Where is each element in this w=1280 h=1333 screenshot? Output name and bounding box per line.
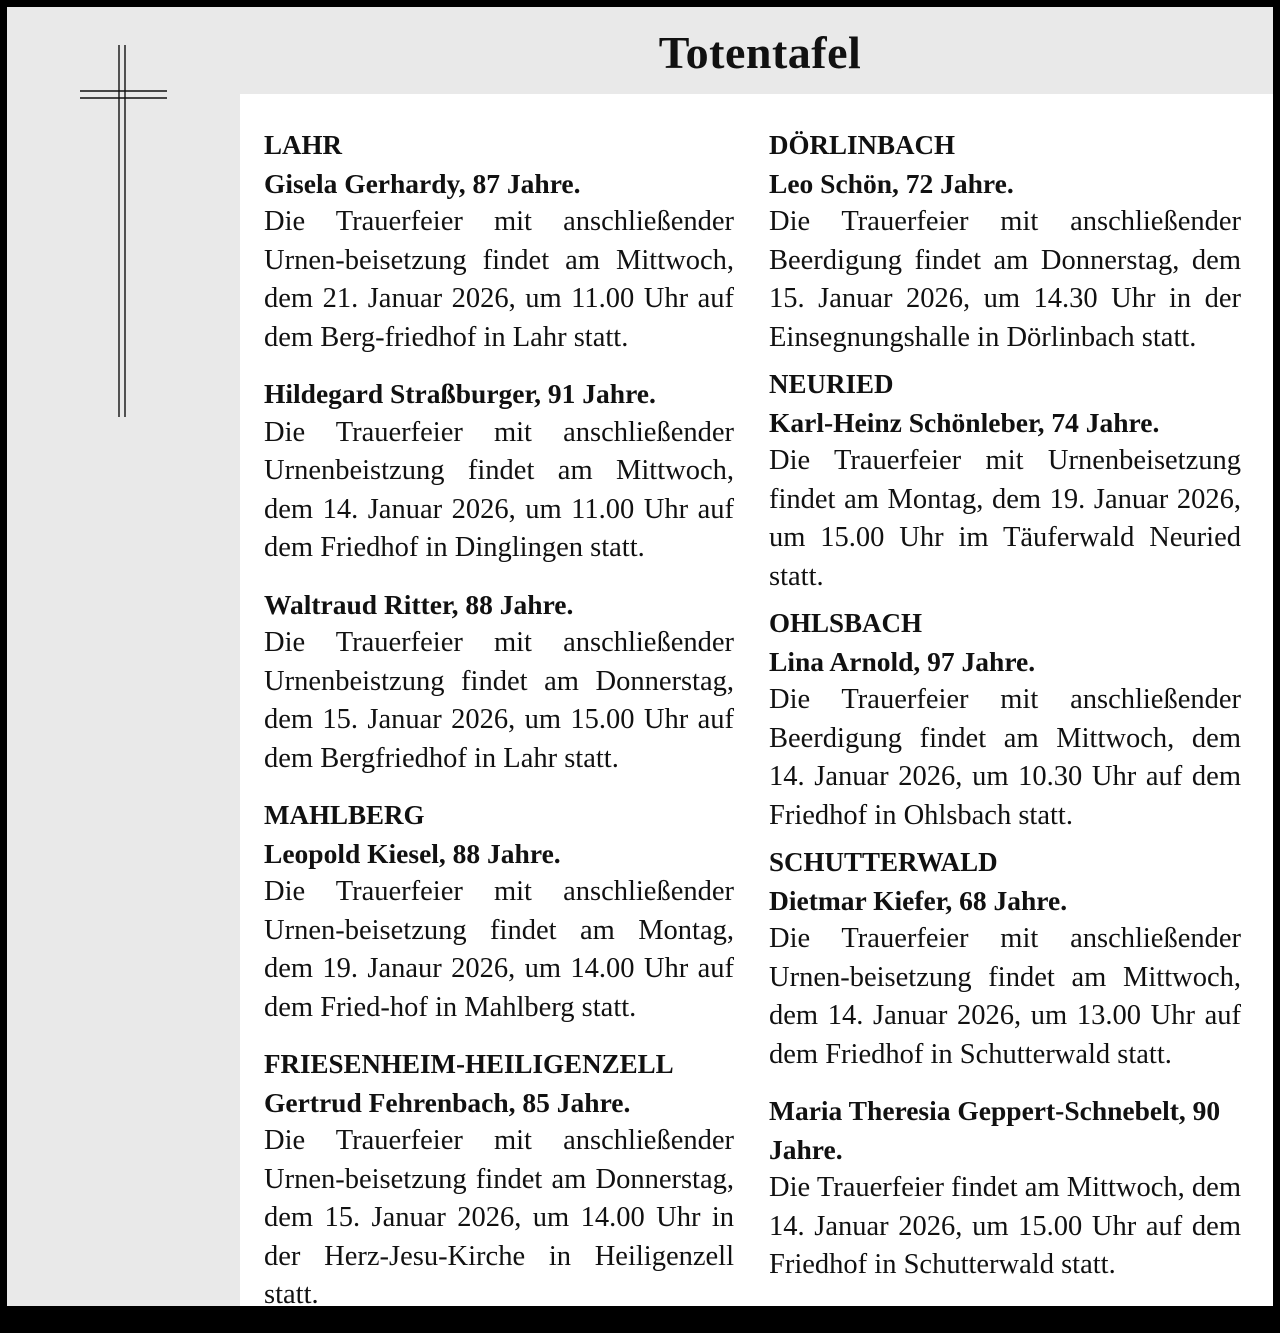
deceased-name: Lina Arnold, 97 Jahre.: [769, 645, 1036, 677]
deceased-name: Maria Theresia Geppert-Schnebelt, 90 Jahre.: [769, 1095, 1221, 1165]
obituary-entry: [264, 375, 734, 568]
obituary-entry: [264, 1084, 734, 1315]
obituary-entry: [264, 835, 734, 1028]
deceased-name: Karl-Heinz Schönleber, 74 Jahre.: [769, 406, 1160, 438]
deceased-name: Leopold Kiesel, 88 Jahre.: [264, 837, 561, 869]
right-column: [769, 126, 1241, 1303]
obituary-entry: [264, 165, 734, 358]
funeral-notice: Die Trauerfeier mit anschließender Beerdigung findet am Mittwoch, dem 14. Januar 2026, um 10.30 Uhr auf dem Friedhof in Ohlsbach statt.: [769, 684, 1241, 831]
obituary-entry: [264, 586, 734, 779]
deceased-name: Waltraud Ritter, 88 Jahre.: [264, 588, 574, 620]
obituary-entry: [769, 1092, 1241, 1285]
funeral-notice: Die Trauerfeier mit anschließender Urnenbeistzung findet am Mittwoch, dem 14. Januar 2026, um 11.00 Uhr auf dem Friedhof in Dinglingen statt.: [264, 416, 734, 563]
obituary-list: [240, 94, 1273, 1310]
left-column: [264, 126, 734, 1333]
funeral-notice: Die Trauerfeier mit anschließender Urnen-beisetzung findet am Donnerstag, dem 15. Januar 2026, um 14.00 Uhr in der Herz-Jesu-Kirche in Heiligenzell statt.: [264, 1125, 734, 1310]
deceased-name: Gertrud Fehrenbach, 85 Jahre.: [264, 1086, 631, 1118]
funeral-notice: Die Trauerfeier mit Urnenbeisetzung findet am Montag, dem 19. Januar 2026, um 15.00 Uhr im Täuferwald Neuried statt.: [769, 445, 1241, 592]
place-heading: MAHLBERG: [264, 800, 425, 830]
funeral-notice: Die Trauerfeier mit anschließender Urnen-beisetzung findet am Mittwoch, dem 21. Januar 2026, um 11.00 Uhr auf dem Berg-friedhof in Lahr statt.: [264, 206, 734, 353]
obituary-entry: [769, 404, 1241, 597]
obituary-entry: [769, 643, 1241, 836]
place-heading: NEURIED: [769, 369, 894, 399]
place-heading: OHLSBACH: [769, 608, 923, 638]
funeral-notice: Die Trauerfeier mit anschließender Urnen-beisetzung findet am Montag, dem 19. Janaur 2026, um 14.00 Uhr auf dem Fried-hof in Mahlberg statt.: [264, 876, 734, 1023]
deceased-name: Dietmar Kiefer, 68 Jahre.: [769, 884, 1068, 916]
place-heading: LAHR: [264, 130, 343, 160]
cross-icon: [79, 41, 179, 421]
page-title: Totentafel: [658, 27, 862, 78]
funeral-notice: Die Trauerfeier findet am Mittwoch, dem 14. Januar 2026, um 15.00 Uhr auf dem Friedhof in Schutterwald statt.: [769, 1172, 1241, 1280]
obituary-entry: [769, 165, 1241, 358]
deceased-name: Gisela Gerhardy, 87 Jahre.: [264, 167, 581, 199]
place-heading: SCHUTTERWALD: [769, 847, 998, 877]
funeral-notice: Die Trauerfeier mit anschließender Urnenbeistzung findet am Donnerstag, dem 15. Januar 2026, um 15.00 Uhr auf dem Bergfriedhof in Lahr statt.: [264, 627, 734, 774]
deceased-name: Hildegard Straßburger, 91 Jahre.: [264, 378, 656, 409]
obituary-frame: [7, 7, 1273, 1310]
place-heading: DÖRLINBACH: [769, 130, 956, 160]
funeral-notice: Die Trauerfeier mit anschließender Beerdigung findet am Donnerstag, dem 15. Januar 2026, um 14.30 Uhr in der Einsegnungshalle in Dörlinbach statt.: [769, 206, 1241, 353]
place-heading: FRIESENHEIM-HEILIGENZELL: [264, 1049, 674, 1079]
deceased-name: Leo Schön, 72 Jahre.: [769, 167, 1014, 199]
obituary-entry: [769, 882, 1241, 1075]
funeral-notice: Die Trauerfeier mit anschließender Urnen-beisetzung findet am Mittwoch, dem 14. Januar 2026, um 13.00 Uhr auf dem Friedhof in Schutterwald statt.: [769, 923, 1241, 1070]
